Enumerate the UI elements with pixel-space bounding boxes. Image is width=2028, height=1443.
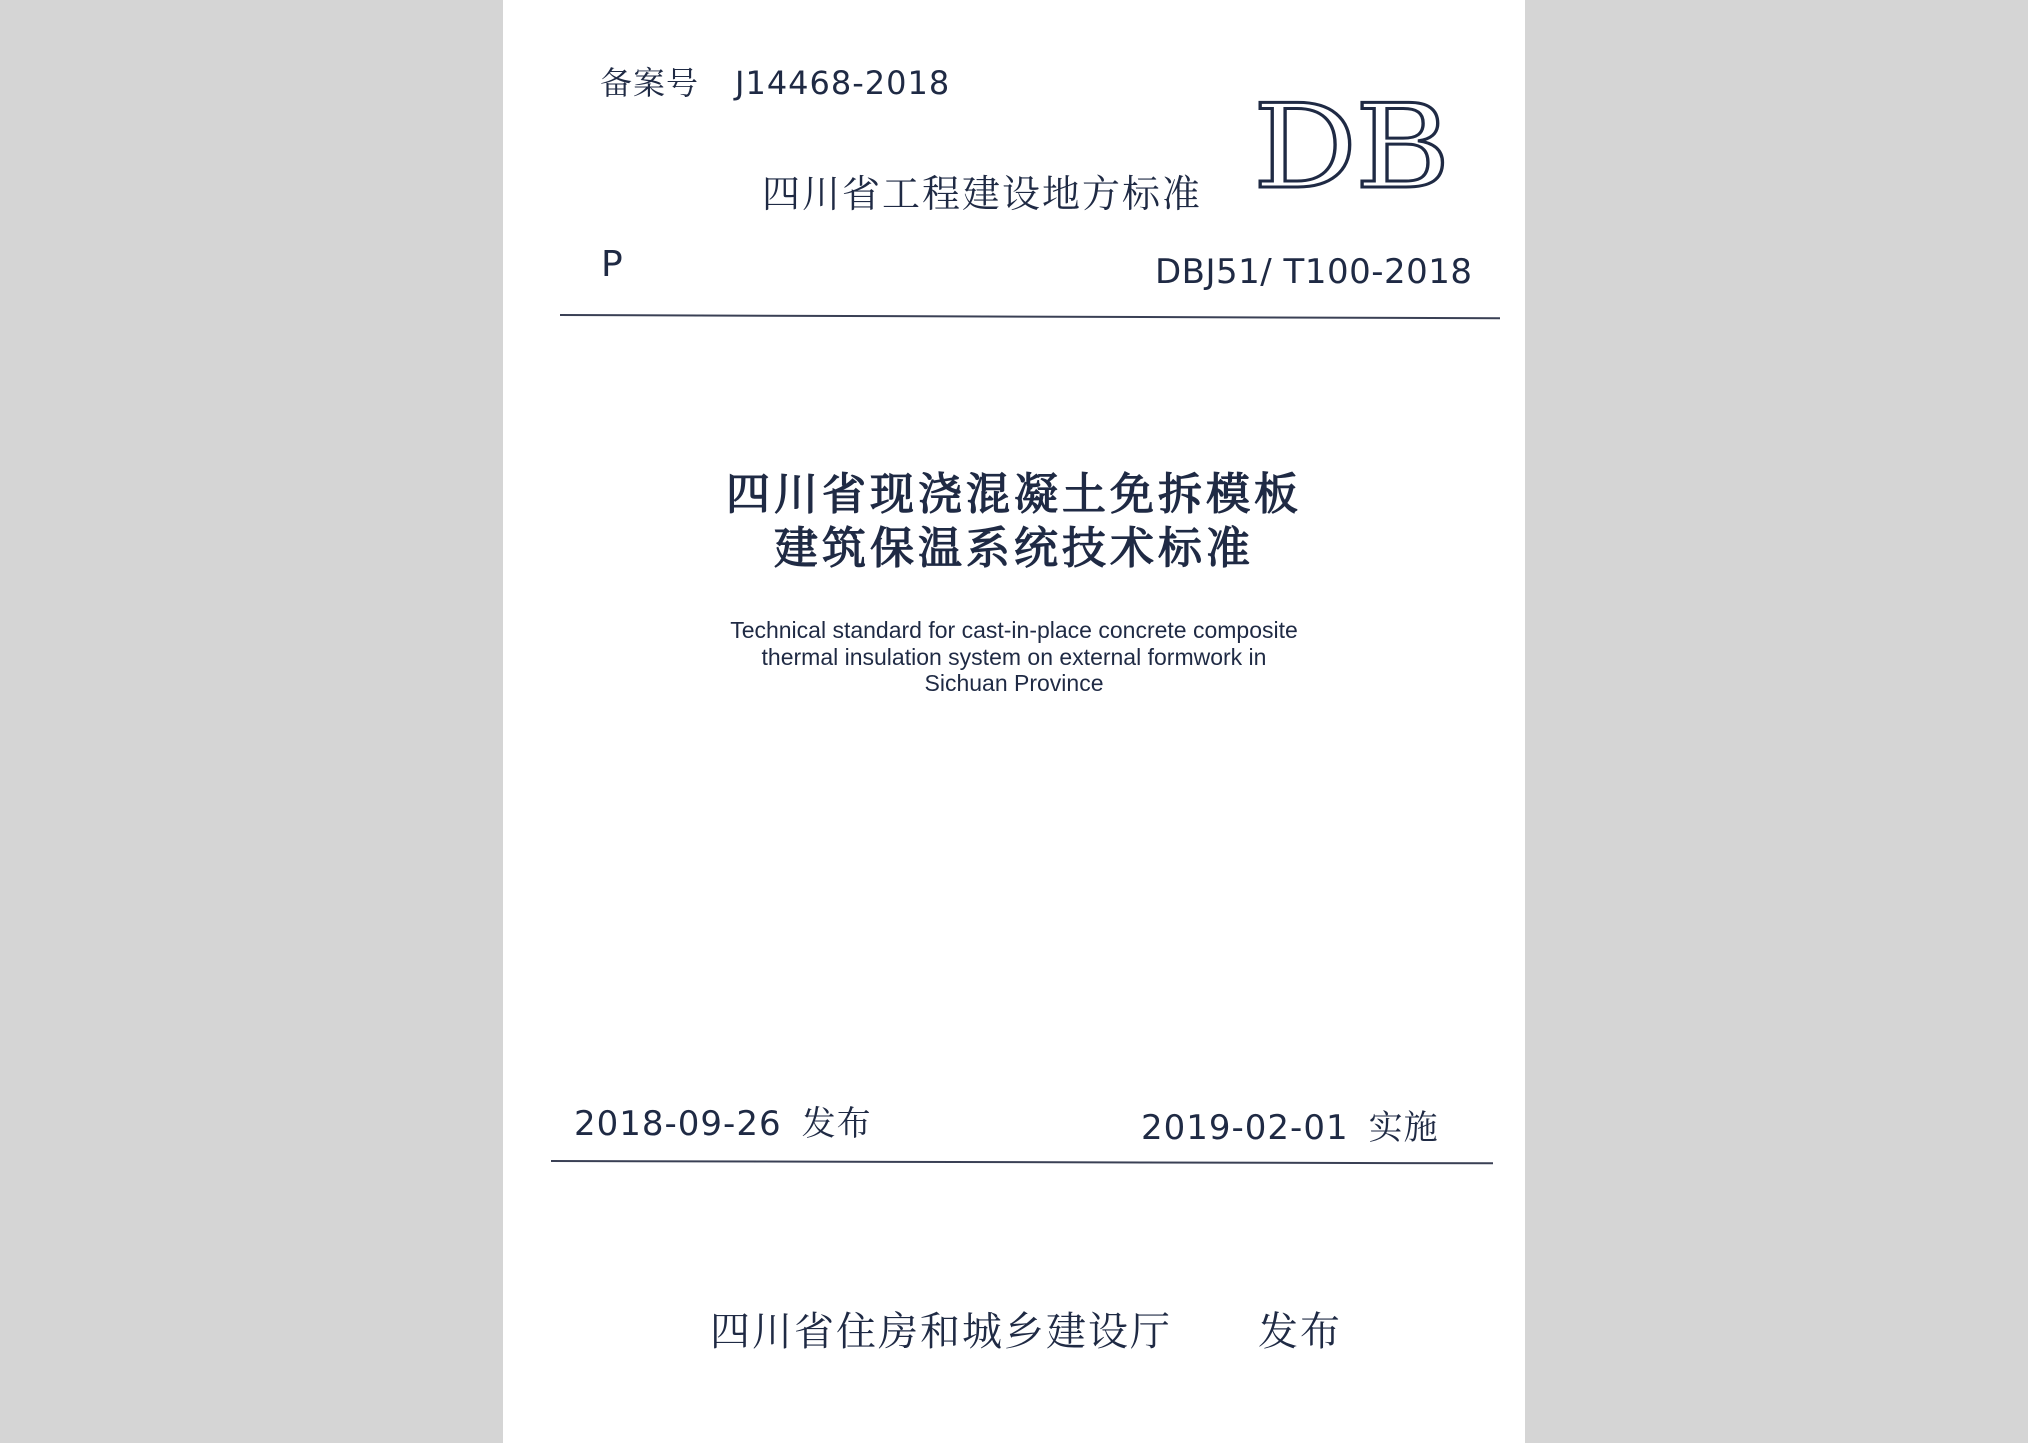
- issue-date: 2018-09-26: [574, 1104, 782, 1144]
- issue-label: 发布: [801, 1104, 872, 1144]
- db-logo: DB: [1253, 80, 1449, 215]
- filing-number-line: [600, 58, 950, 104]
- standard-number: DBJ51/ T100-2018: [1155, 252, 1473, 292]
- title-en-line-3: Sichuan Province: [924, 670, 1104, 696]
- filing-label: 备案号: [600, 64, 700, 102]
- effective-date-line: [1141, 1100, 1439, 1149]
- bottom-divider: [551, 1160, 1493, 1164]
- issue-date-line: [574, 1096, 872, 1145]
- classification-letter: P: [601, 244, 623, 285]
- publisher-name: 四川省住房和城乡建设厅: [710, 1309, 1172, 1355]
- filing-number: J14468-2018: [735, 64, 951, 102]
- document-page: [503, 0, 1525, 1443]
- effective-label: 实施: [1368, 1108, 1439, 1148]
- top-divider: [560, 314, 1500, 319]
- title-en-line-2: thermal insulation system on external formwork in: [761, 644, 1267, 670]
- title-en-line-1: Technical standard for cast-in-place concrete composite: [730, 617, 1298, 643]
- standard-series: 四川省工程建设地方标准: [762, 172, 1203, 216]
- effective-date: 2019-02-01: [1141, 1108, 1349, 1148]
- title-zh-line-2: 建筑保温系统技术标准: [774, 523, 1254, 574]
- publisher-action: 发布: [1258, 1309, 1342, 1355]
- title-zh-line-1: 四川省现浇混凝土免拆模板: [726, 469, 1302, 520]
